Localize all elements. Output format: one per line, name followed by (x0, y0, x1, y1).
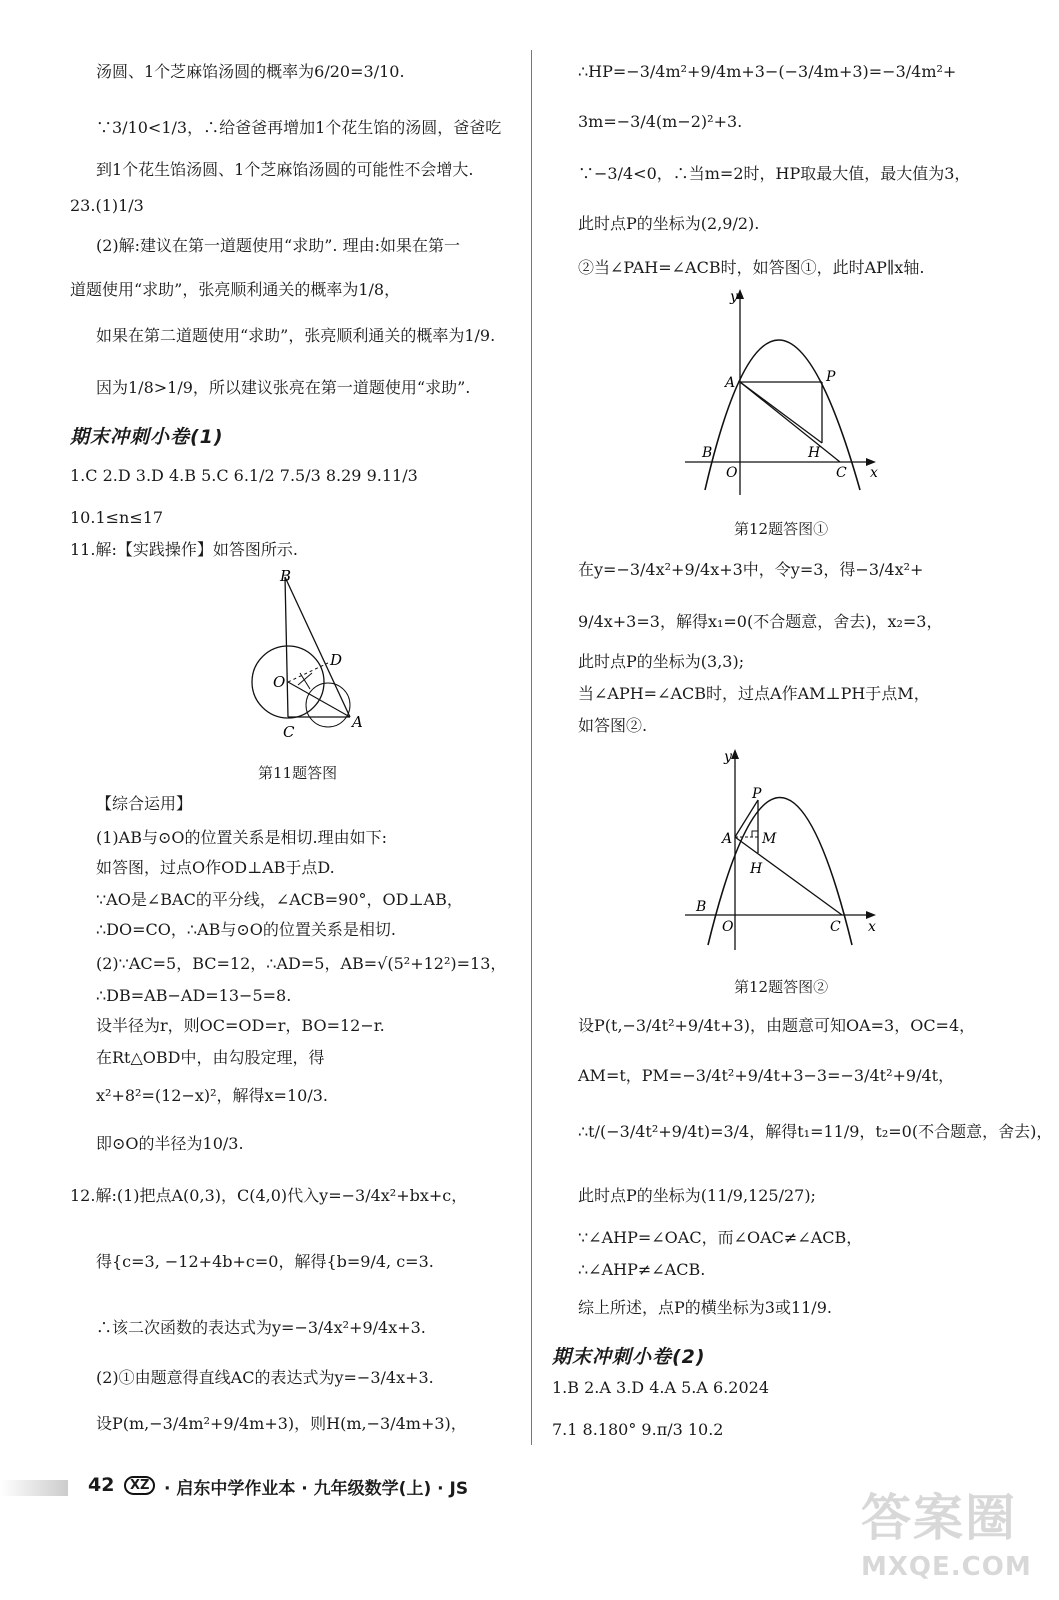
column-divider (531, 50, 532, 1445)
text-line: 汤圆、1个芝麻馅汤圆的概率为6/20=3/10. (96, 62, 405, 81)
question-12-intro: 12.解:(1)把点A(0,3)，C(4,0)代入y=−3/4x²+bx+c， (70, 1186, 468, 1205)
text-line: 得{c=3, −12+4b+c=0，解得{b=9/4, c=3. (96, 1252, 434, 1271)
figure-caption: 第12题答图① (734, 520, 829, 538)
label-A: A (725, 375, 736, 391)
label-P: P (752, 786, 762, 802)
text-line: ∴HP=−3/4m²+9/4m+3−(−3/4m+3)=−3/4m²+ (578, 62, 957, 81)
text-line: 此时点P的坐标为(2,9/2). (578, 214, 760, 233)
answer-row: 1.B 2.A 3.D 4.A 5.A 6.2024 (552, 1378, 769, 1397)
label-A: A (722, 831, 733, 847)
footer-bar (0, 1480, 68, 1496)
watermark-logo (861, 1478, 1031, 1593)
page-number: 42 (88, 1474, 115, 1496)
text-line: 设P(t,−3/4t²+9/4t+3)，由题意可知OA=3，OC=4， (578, 1016, 976, 1035)
section-title: 期末冲刺小卷(1) (70, 426, 224, 448)
text-line: 道题使用“求助”，张亮顺利通关的概率为1/8， (70, 280, 401, 299)
text-line: (2)①由题意得直线AC的表达式为y=−3/4x+3. (96, 1368, 434, 1387)
label-H: H (808, 445, 821, 461)
book-title: · 启东中学作业本 · 九年级数学(上) · JS (164, 1479, 469, 1499)
label-A: A (352, 713, 363, 731)
text-line: ∴∠AHP≠∠ACB. (578, 1260, 706, 1279)
text-line: 此时点P的坐标为(3,3); (578, 652, 745, 671)
text-line: 如答图，过点O作OD⊥AB于点D. (96, 858, 335, 877)
text-line: 综上所述，点P的横坐标为3或11/9. (578, 1298, 832, 1317)
text-line: AM=t，PM=−3/4t²+9/4t+3−3=−3/4t²+9/4t， (578, 1066, 955, 1085)
watermark-url: MXQE.COM (861, 1552, 1032, 1582)
text-line: x²+8²=(12−x)²，解得x=10/3. (96, 1086, 328, 1105)
figure-12-2 (680, 745, 890, 960)
text-line: 设半径为r，则OC=OD=r，BO=12−r. (96, 1016, 385, 1035)
text-line: ∴该二次函数的表达式为y=−3/4x²+9/4x+3. (96, 1318, 426, 1337)
text-line: 3m=−3/4(m−2)²+3. (578, 112, 743, 131)
text-line: ∵−3/4<0，∴当m=2时，HP取最大值，最大值为3， (578, 164, 971, 183)
text-line: 设P(m,−3/4m²+9/4m+3)，则H(m,−3/4m+3)， (96, 1414, 467, 1433)
axis-label-x: x (870, 465, 878, 481)
text-line: ∵AO是∠BAC的平分线，∠ACB=90°，OD⊥AB， (96, 890, 463, 909)
text-line: 在Rt△OBD中，由勾股定理，得 (96, 1048, 325, 1067)
label-O: O (273, 673, 286, 691)
label-C: C (836, 465, 847, 481)
text-line: ∵∠AHP=∠OAC，而∠OAC≠∠ACB， (578, 1228, 863, 1247)
text-line: ∴t/(−3/4t²+9/4t)=3/4，解得t₁=11/9，t₂=0(不合题意，舍去)， (578, 1122, 1053, 1141)
label-B: B (696, 899, 707, 915)
label-C: C (830, 919, 841, 935)
page-footer (0, 1472, 560, 1512)
text-line: ∴DB=AB−AD=13−5=8. (96, 986, 292, 1005)
text-line: 因为1/8>1/9，所以建议张亮在第一道题使用“求助”. (96, 378, 471, 397)
text-line: (1)AB与⊙O的位置关系是相切.理由如下: (96, 828, 387, 847)
text-line: 到1个花生馅汤圆、1个芝麻馅汤圆的可能性不会增大. (96, 160, 474, 179)
series-badge: XZ (124, 1476, 155, 1495)
text-line: (2)∵AC=5，BC=12，∴AD=5，AB=√(5²+12²)=13， (96, 954, 507, 973)
text-line: 9/4x+3=3，解得x₁=0(不合题意，舍去)，x₂=3， (578, 612, 943, 631)
watermark-text: 答案圈 (861, 1489, 1017, 1547)
text-line: 此时点P的坐标为(11/9,125/27); (578, 1186, 816, 1205)
text-line: 即⊙O的半径为10/3. (96, 1134, 244, 1153)
label-C: C (283, 723, 295, 741)
axis-label-y: y (724, 749, 732, 765)
figure-caption: 第11题答图 (258, 764, 338, 782)
text-line: ②当∠PAH=∠ACB时，如答图①，此时AP∥x轴. (578, 258, 925, 277)
answer-row: 7.1 8.180° 9.π/3 10.2 (552, 1420, 724, 1439)
text-line: 当∠APH=∠ACB时，过点A作AM⊥PH于点M， (578, 684, 930, 703)
question-11-intro: 11.解:【实践操作】如答图所示. (70, 540, 298, 559)
axis-label-x: x (868, 919, 876, 935)
label-P: P (826, 369, 836, 385)
text-line: ∴DO=CO，∴AB与⊙O的位置关系是相切. (96, 920, 396, 939)
answer-row: 10.1≤n≤17 (70, 508, 164, 527)
label-O: O (726, 465, 738, 481)
text-line: (2)解:建议在第一道题使用“求助”. 理由:如果在第一 (96, 236, 460, 255)
text-line: 在y=−3/4x²+9/4x+3中，令y=3，得−3/4x²+ (578, 560, 924, 579)
question-23-part1: 23.(1)1/3 (70, 196, 144, 215)
label-M: M (762, 831, 777, 847)
axis-label-y: y (730, 289, 738, 305)
figure-12-1 (680, 285, 890, 500)
label-O: O (722, 919, 734, 935)
text-line: 如答图②. (578, 716, 648, 735)
text-line: 【综合运用】 (96, 794, 193, 813)
label-B: B (702, 445, 713, 461)
figure-caption: 第12题答图② (734, 978, 829, 996)
label-B: B (280, 567, 292, 585)
figure-11 (240, 565, 380, 745)
section-title: 期末冲刺小卷(2) (552, 1346, 706, 1368)
text-line: 如果在第二道题使用“求助”，张亮顺利通关的概率为1/9. (96, 326, 496, 345)
text-line: ∵3/10<1/3，∴给爸爸再增加1个花生馅的汤圆，爸爸吃 (96, 118, 502, 137)
answer-row: 1.C 2.D 3.D 4.B 5.C 6.1/2 7.5/3 8.29 9.11/3 (70, 466, 418, 485)
label-H: H (750, 861, 763, 877)
label-D: D (330, 651, 343, 669)
